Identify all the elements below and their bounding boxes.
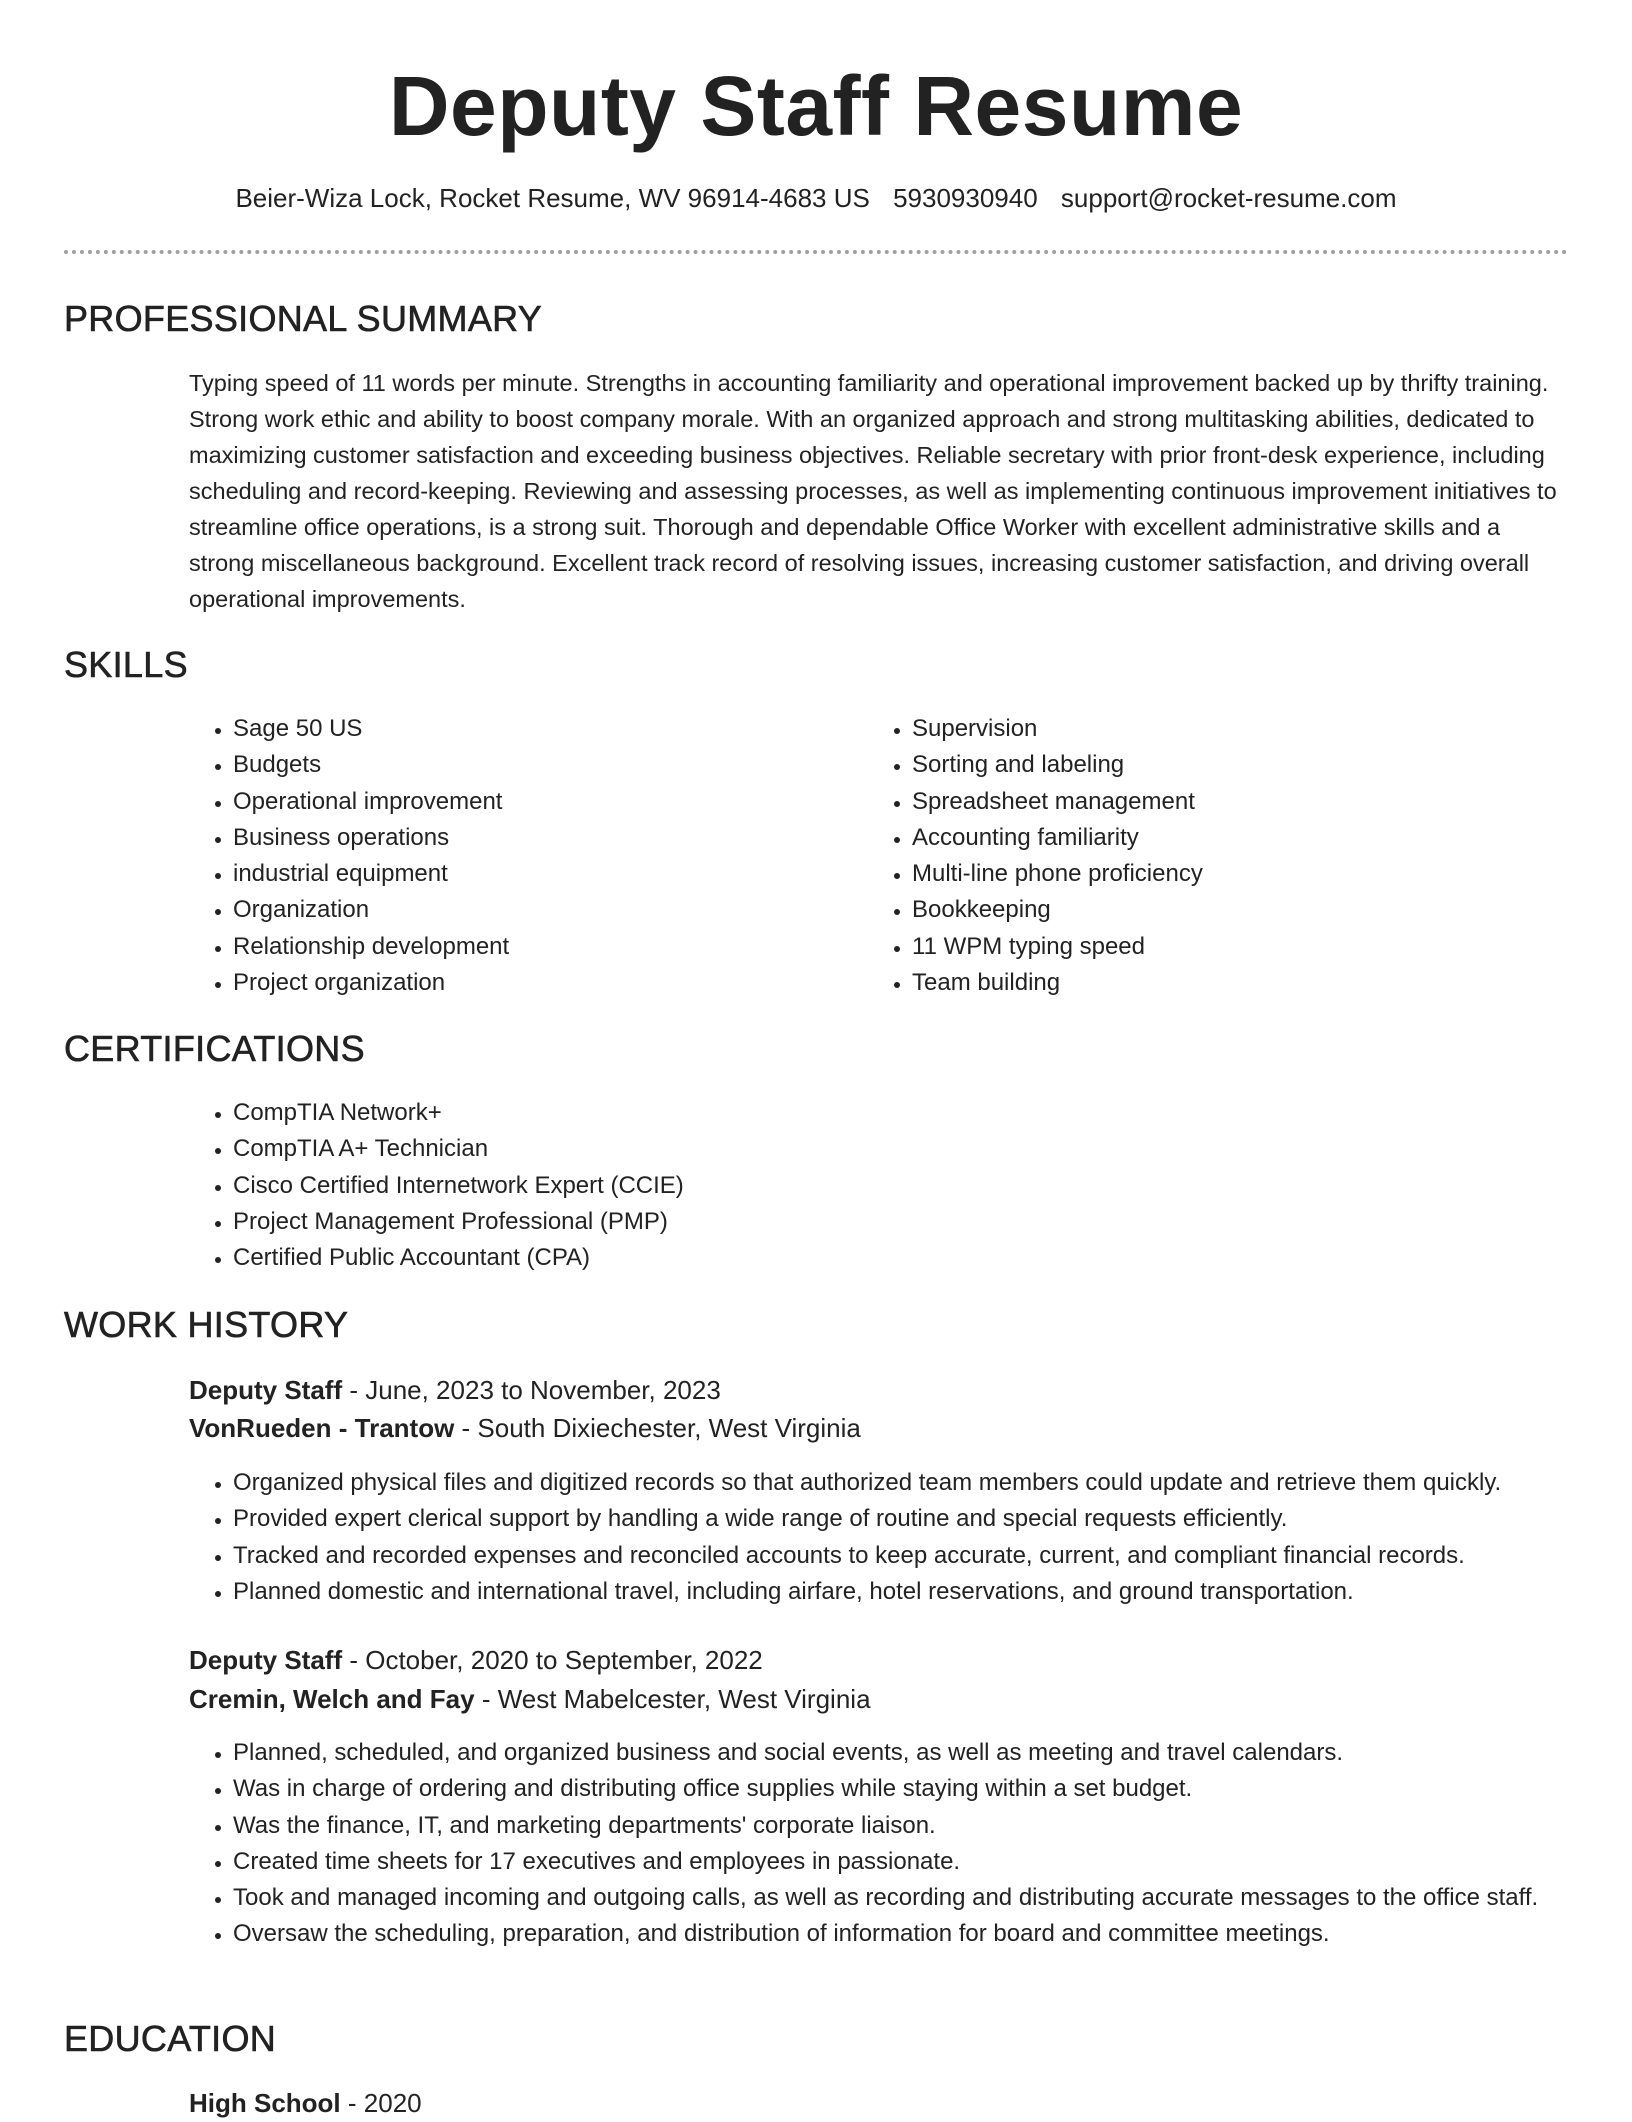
resume-title: Deputy Staff Resume [388, 59, 1244, 153]
list-item: • Spreadsheet management [912, 784, 1512, 820]
list-item: • Took and managed incoming and outgoing calls, as well as recording and distributing accurate messages to the office staff. [233, 1880, 1632, 1916]
list-item: • Project organization [233, 965, 833, 1001]
list-item: • CompTIA A+ Technician [233, 1131, 1533, 1167]
contact-email: support@rocket-resume.com [1060, 183, 1397, 213]
list-item: • Provided expert clerical support by handling a wide range of routine and special requests efficiently. [233, 1501, 1632, 1537]
list-item: • Created time sheets for 17 executives and employees in passionate. [233, 1844, 1632, 1880]
contact-line [0, 180, 1632, 216]
job-company: Cremin, Welch and Fay [189, 1684, 475, 1714]
list-item: • Accounting familiarity [912, 820, 1512, 856]
list-item: • Project Management Professional (PMP) [233, 1204, 1533, 1240]
job-bullets [189, 1465, 1632, 1610]
skills-heading: SKILLS [64, 644, 188, 685]
list-item: • industrial equipment [233, 856, 833, 892]
job-location: - South Dixiechester, West Virginia [454, 1413, 861, 1443]
list-item: • Tracked and recorded expenses and reconciled accounts to keep accurate, current, and compliant financial records. [233, 1538, 1632, 1574]
list-item: • Budgets [233, 747, 833, 783]
job-title-line [189, 1641, 763, 1679]
list-item: • Bookkeeping [912, 892, 1512, 928]
work-history-heading: WORK HISTORY [64, 1304, 349, 1345]
list-item: • Operational improvement [233, 784, 833, 820]
job-company-line [189, 1409, 861, 1447]
list-item: • Cisco Certified Internetwork Expert (CCIE) [233, 1168, 1533, 1204]
education-degree: High School [189, 2088, 341, 2118]
list-item: • Supervision [912, 711, 1512, 747]
job-bullets [189, 1735, 1632, 1953]
list-item: • Organized physical files and digitized records so that authorized team members could update and retrieve them quickly. [233, 1465, 1632, 1501]
list-item: • Multi-line phone proficiency [912, 856, 1512, 892]
education-line [189, 2084, 422, 2122]
job-dates: - June, 2023 to November, 2023 [342, 1375, 721, 1405]
contact-address: Beier-Wiza Lock, Rocket Resume, WV 96914-4683 US [235, 183, 870, 213]
list-item: • Planned, scheduled, and organized business and social events, as well as meeting and travel calendars. [233, 1735, 1632, 1771]
header-divider [64, 250, 1568, 254]
job-company: VonRueden - Trantow [189, 1413, 455, 1443]
certifications-heading: CERTIFICATIONS [64, 1028, 365, 1069]
list-item: • Organization [233, 892, 833, 928]
job-role: Deputy Staff [189, 1645, 343, 1675]
summary-text: Typing speed of 11 words per minute. Strengths in accounting familiarity and operational improvement backed up by thrifty training. Strong work ethic and ability to boost company morale. With an organized approach and strong multitasking abilities, dedicated to maximizing customer satisfaction and exceeding business objectives. Reliable secretary with prior front-desk experience, including scheduling and record-keeping. Reviewing and assessing processes, as well as implementing continuous improvement initiatives to streamline office operations, is a strong suit. Thorough and dependable Office Worker with excellent administrative skills and a strong miscellaneous background. Excellent track record of resolving issues, increasing customer satisfaction, and driving overall operational improvements. [189, 370, 1557, 612]
education-heading: EDUCATION [64, 2018, 277, 2059]
job-dates: - October, 2020 to September, 2022 [342, 1645, 763, 1675]
list-item: • Was the finance, IT, and marketing departments' corporate liaison. [233, 1808, 1632, 1844]
skills-list-left [189, 711, 833, 1001]
job-location: - West Mabelcester, West Virginia [474, 1684, 871, 1714]
summary-heading: PROFESSIONAL SUMMARY [64, 298, 543, 339]
list-item: • Was in charge of ordering and distributing office supplies while staying within a set budget. [233, 1771, 1632, 1807]
job-company-line [189, 1680, 871, 1718]
job-role: Deputy Staff [189, 1375, 343, 1405]
contact-phone: 5930930940 [893, 183, 1038, 213]
skills-list-right [868, 711, 1512, 1001]
list-item: • Certified Public Accountant (CPA) [233, 1240, 1533, 1276]
education-year: - 2020 [340, 2088, 422, 2118]
list-item: • Business operations [233, 820, 833, 856]
list-item: • Relationship development [233, 929, 833, 965]
list-item: • Team building [912, 965, 1512, 1001]
job-title-line [189, 1371, 721, 1409]
list-item: • Sorting and labeling [912, 747, 1512, 783]
list-item: • Planned domestic and international travel, including airfare, hotel reservations, and ground transportation. [233, 1574, 1632, 1610]
certifications-list [189, 1095, 1533, 1276]
list-item: • Oversaw the scheduling, preparation, and distribution of information for board and committee meetings. [233, 1916, 1632, 1952]
list-item: • CompTIA Network+ [233, 1095, 1533, 1131]
list-item: • Sage 50 US [233, 711, 833, 747]
list-item: • 11 WPM typing speed [912, 929, 1512, 965]
